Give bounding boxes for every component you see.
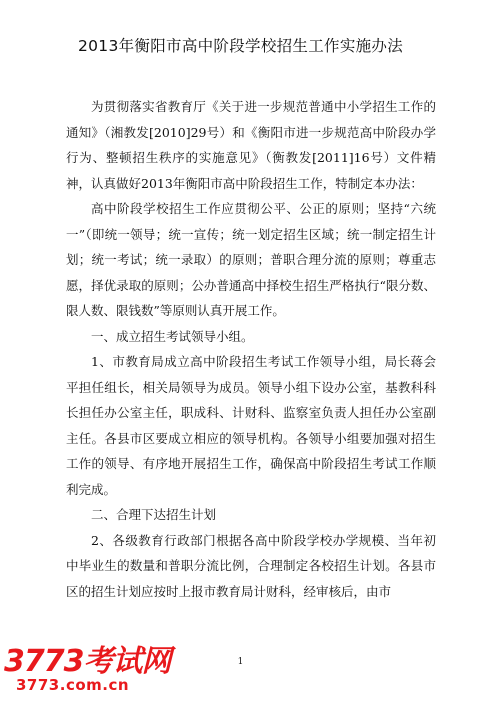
site-watermark-logo[interactable] [4, 636, 174, 698]
section-heading-1: 一、成立招生考试领导小组。 [91, 328, 254, 344]
paragraph-intro: 为贯彻落实省教育厅《关于进一步规范普通中小学招生工作的通知》（湘教发[2010]29号）和《衡阳市进一步规范高中阶段办学行为、整顿招生秩序的实施意见》（衡教发[2011]16号）文件精神，认真做好2013年衡阳市高中阶段招生工作，特制定本办法： [66, 99, 436, 191]
document-title: 2013年衡阳市高中阶段学校招生工作实施办法 [77, 37, 404, 55]
watermark-url: 3773.com.cn [16, 676, 130, 694]
document-body [66, 94, 436, 604]
section-heading-2: 二、合理下达招生计划 [91, 507, 217, 522]
paragraph-item-2: 2、各级教育行政部门根据各高中阶段学校办学规模、当年初中毕业生的数量和普职分流比例，合理制定各校招生计划。各县市区的招生计划应按时上报市教育局计财科，经审核后，由市 [66, 532, 436, 599]
paragraph-item-1: 1、市教育局成立高中阶段招生考试工作领导小组，局长蒋会平担任组长，相关局领导为成员。领导小组下设办公室，基教科科长担任办公室主任，职成科、计财科、监察室负责人担任办公室副主任。各县市区要成立相应的领导机构。各领导小组要加强对招生工作的领导、有序地开展招生工作，确保高中阶段招生考试工作顺利完成。 [66, 354, 436, 497]
watermark-brand: 3773考试网 [4, 644, 171, 679]
paragraph-principles: 高中阶段学校招生工作应贯彻公平、公正的原则；坚持“六统一”（即统一领导；统一宣传；统一划定招生区域；统一制定招生计划；统一考试；统一录取）的原则；普职合理分流的原则；尊重志愿，择优录取的原则；公办普通高中择校生招生严格执行“限分数、限人数、限钱数”等原则认真开展工作。 [66, 201, 436, 318]
page-number: 1 [237, 657, 244, 667]
